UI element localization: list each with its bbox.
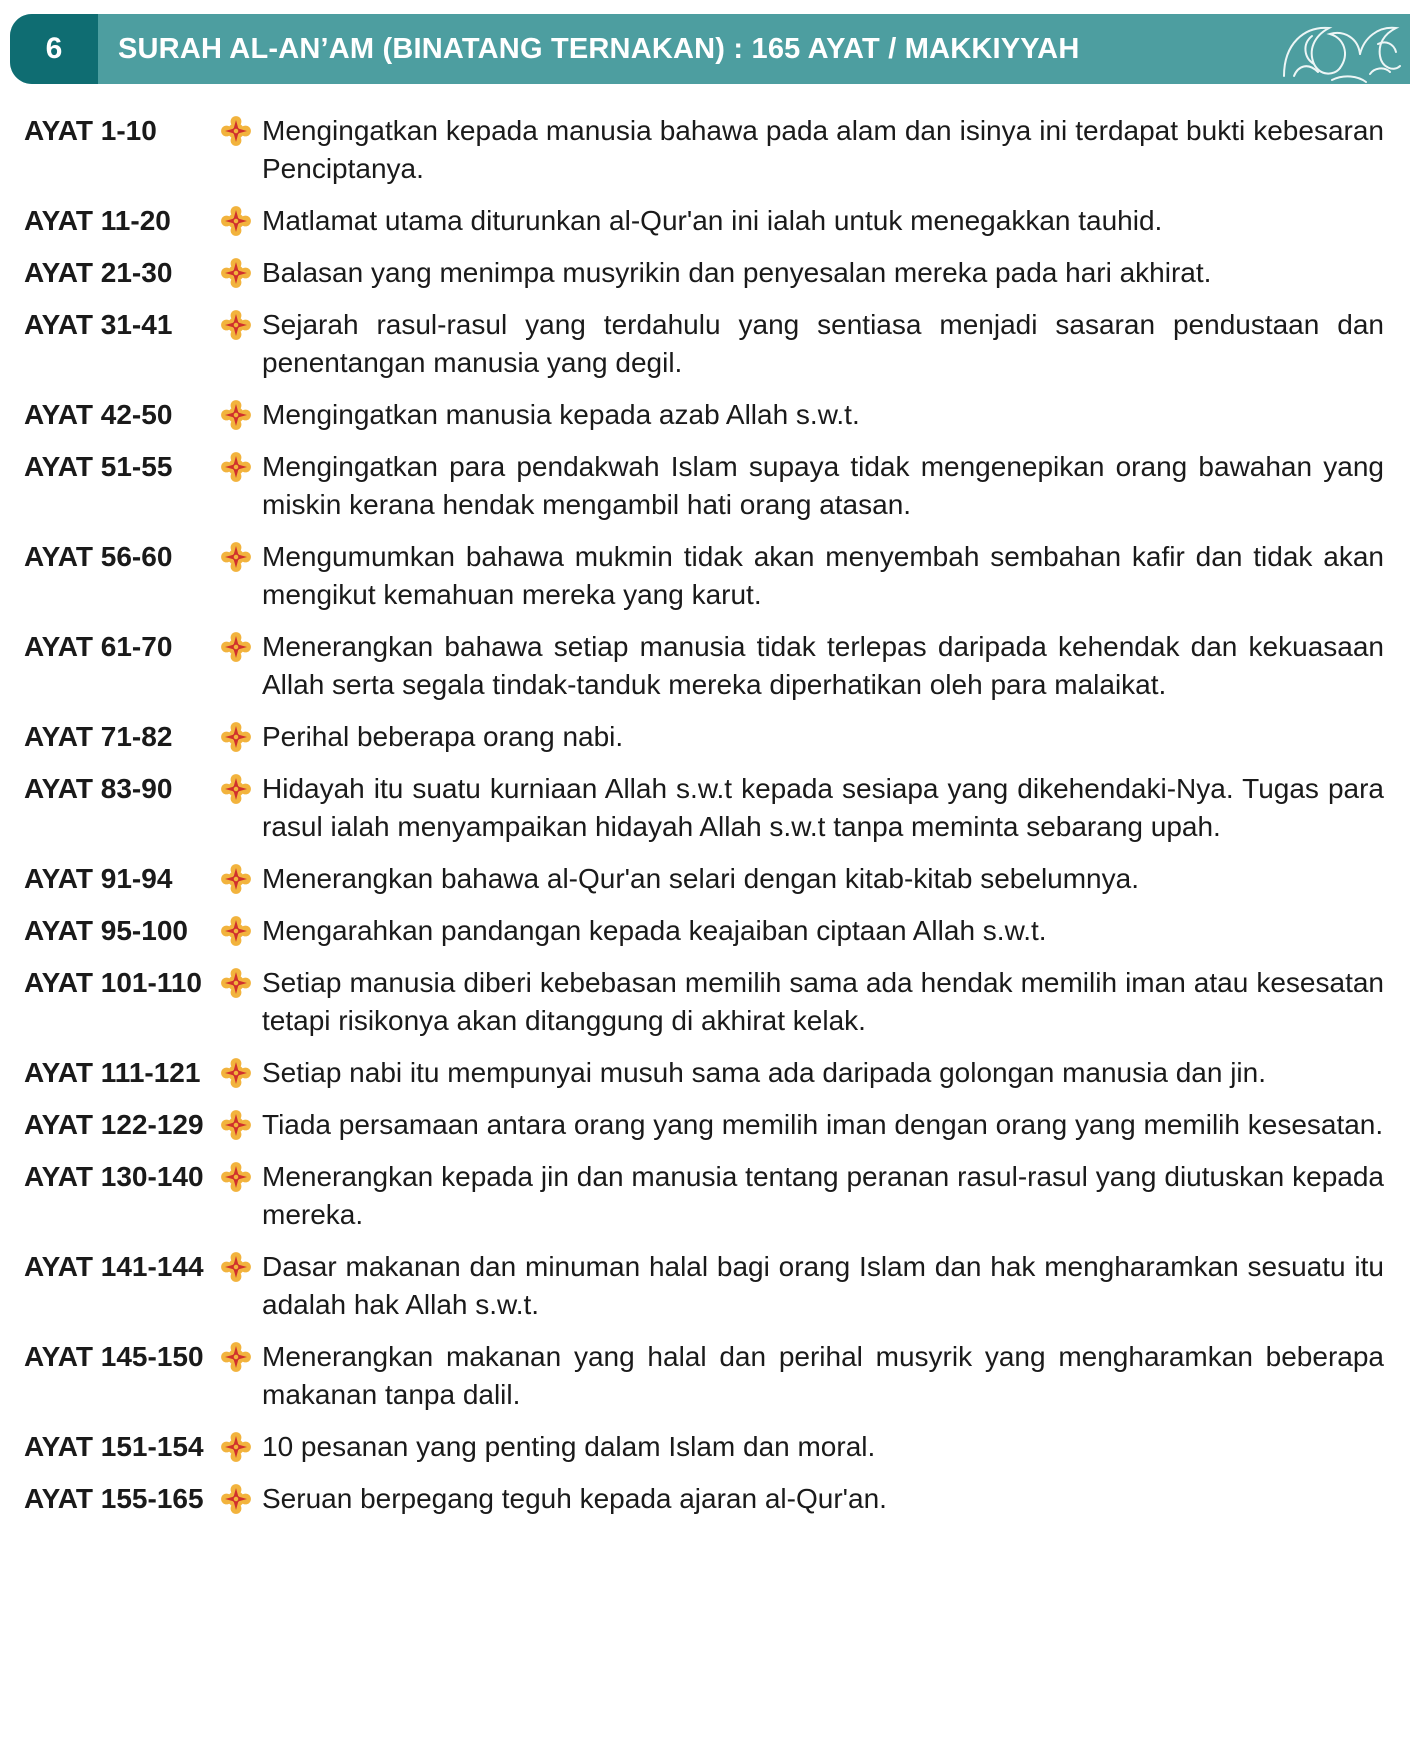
ayat-row bbox=[24, 1428, 1384, 1466]
diamond-bullet-icon bbox=[220, 860, 262, 898]
ayat-description: Sejarah rasul-rasul yang terdahulu yang sentiasa menjadi sasaran pendustaan dan penentangan manusia yang degil. bbox=[262, 309, 1384, 378]
ayat-description: Tiada persamaan antara orang yang memilih iman dengan orang yang memilih kesesatan. bbox=[262, 1109, 1384, 1140]
ayat-range-label: AYAT 91-94 bbox=[24, 863, 173, 894]
surah-header bbox=[10, 14, 1410, 84]
ayat-range-label: AYAT 155-165 bbox=[24, 1483, 204, 1514]
ayat-range-label: AYAT 11-20 bbox=[24, 205, 171, 236]
ayat-row bbox=[24, 1480, 1384, 1518]
ayat-row bbox=[24, 396, 1384, 434]
ayat-description: Matlamat utama diturunkan al-Qur'an ini ialah untuk menegakkan tauhid. bbox=[262, 205, 1163, 236]
diamond-bullet-icon bbox=[220, 1054, 262, 1092]
diamond-bullet-icon bbox=[220, 396, 262, 434]
ayat-description: Mengingatkan kepada manusia bahawa pada alam dan isinya ini terdapat bukti kebesaran Penciptanya. bbox=[262, 115, 1384, 184]
diamond-bullet-icon bbox=[220, 770, 262, 808]
ayat-description: Menerangkan kepada jin dan manusia tentang peranan rasul-rasul yang diutuskan kepada mereka. bbox=[262, 1161, 1384, 1230]
ayat-description: Mengarahkan pandangan kepada keajaiban ciptaan Allah s.w.t. bbox=[262, 915, 1047, 946]
ayat-range-label: AYAT 1-10 bbox=[24, 115, 157, 146]
ayat-row bbox=[24, 202, 1384, 240]
ayat-range-label: AYAT 151-154 bbox=[24, 1431, 204, 1462]
ayat-row bbox=[24, 912, 1384, 950]
ayat-row bbox=[24, 718, 1384, 756]
diamond-bullet-icon bbox=[220, 1158, 262, 1196]
ayat-range-label: AYAT 71-82 bbox=[24, 721, 173, 752]
diamond-bullet-icon bbox=[220, 912, 262, 950]
diamond-bullet-icon bbox=[220, 1248, 262, 1286]
ayat-range-label: AYAT 111-121 bbox=[24, 1057, 201, 1088]
ayat-description: Seruan berpegang teguh kepada ajaran al-Qur'an. bbox=[262, 1483, 887, 1514]
ayat-row bbox=[24, 964, 1384, 1040]
ayat-row bbox=[24, 860, 1384, 898]
ayat-row bbox=[24, 628, 1384, 704]
ayat-description: Menerangkan makanan yang halal dan perihal musyrik yang mengharamkan beberapa makanan tanpa dalil. bbox=[262, 1341, 1384, 1410]
ayat-description: Mengingatkan para pendakwah Islam supaya tidak mengenepikan orang bawahan yang miskin kerana hendak mengambil hati orang atasan. bbox=[262, 451, 1384, 520]
ayat-row bbox=[24, 1248, 1384, 1324]
ayat-description: Setiap nabi itu mempunyai musuh sama ada daripada golongan manusia dan jin. bbox=[262, 1057, 1266, 1088]
diamond-bullet-icon bbox=[220, 718, 262, 756]
diamond-bullet-icon bbox=[220, 254, 262, 292]
ayat-row bbox=[24, 538, 1384, 614]
diamond-bullet-icon bbox=[220, 628, 262, 666]
ayat-description: Menerangkan bahawa setiap manusia tidak terlepas daripada kehendak dan kekuasaan Allah serta segala tindak-tanduk mereka diperhatikan oleh para malaikat. bbox=[262, 631, 1384, 700]
ayat-description: Perihal beberapa orang nabi. bbox=[262, 721, 624, 752]
ayat-range-label: AYAT 42-50 bbox=[24, 399, 173, 430]
ayat-description: Menerangkan bahawa al-Qur'an selari dengan kitab-kitab sebelumnya. bbox=[262, 863, 1139, 894]
surah-title: SURAH AL-AN’AM (BINATANG TERNAKAN) : 165 AYAT / MAKKIYYAH bbox=[118, 33, 1080, 65]
ayat-description: 10 pesanan yang penting dalam Islam dan moral. bbox=[262, 1431, 876, 1462]
ayat-range-label: AYAT 145-150 bbox=[24, 1341, 204, 1372]
ayat-row bbox=[24, 770, 1384, 846]
ayat-row bbox=[24, 1054, 1384, 1092]
ayat-range-label: AYAT 21-30 bbox=[24, 257, 173, 288]
diamond-bullet-icon bbox=[220, 538, 262, 576]
ayat-range-label: AYAT 122-129 bbox=[24, 1109, 204, 1140]
ayat-range-label: AYAT 141-144 bbox=[24, 1251, 204, 1282]
arabesque-ornament-icon bbox=[1274, 14, 1404, 84]
ayat-row bbox=[24, 1158, 1384, 1234]
ayat-row bbox=[24, 1106, 1384, 1144]
ayat-row bbox=[24, 254, 1384, 292]
ayat-row bbox=[24, 1338, 1384, 1414]
diamond-bullet-icon bbox=[220, 1106, 262, 1144]
ayat-range-label: AYAT 31-41 bbox=[24, 309, 173, 340]
diamond-bullet-icon bbox=[220, 1480, 262, 1518]
diamond-bullet-icon bbox=[220, 1428, 262, 1466]
ayat-description: Mengumumkan bahawa mukmin tidak akan menyembah sembahan kafir dan tidak akan mengikut kemahuan mereka yang karut. bbox=[262, 541, 1384, 610]
diamond-bullet-icon bbox=[220, 448, 262, 486]
ayat-row bbox=[24, 306, 1384, 382]
ayat-row bbox=[24, 448, 1384, 524]
diamond-bullet-icon bbox=[220, 306, 262, 344]
diamond-bullet-icon bbox=[220, 112, 262, 150]
ayat-range-label: AYAT 56-60 bbox=[24, 541, 173, 572]
ayat-description: Setiap manusia diberi kebebasan memilih sama ada hendak memilih iman atau kesesatan tetapi risikonya akan ditanggung di akhirat kelak. bbox=[262, 967, 1384, 1036]
ayat-range-label: AYAT 101-110 bbox=[24, 967, 202, 998]
ayat-description: Balasan yang menimpa musyrikin dan penyesalan mereka pada hari akhirat. bbox=[262, 257, 1212, 288]
ayat-range-label: AYAT 61-70 bbox=[24, 631, 173, 662]
ayat-description: Dasar makanan dan minuman halal bagi orang Islam dan hak mengharamkan sesuatu itu adalah hak Allah s.w.t. bbox=[262, 1251, 1384, 1320]
surah-number: 6 bbox=[10, 14, 98, 84]
ayat-description: Mengingatkan manusia kepada azab Allah s.w.t. bbox=[262, 399, 860, 430]
diamond-bullet-icon bbox=[220, 964, 262, 1002]
ayat-description: Hidayah itu suatu kurniaan Allah s.w.t kepada sesiapa yang dikehendaki-Nya. Tugas para rasul ialah menyampaikan hidayah Allah s.w.t tanpa meminta sebarang upah. bbox=[262, 773, 1384, 842]
ayat-range-label: AYAT 51-55 bbox=[24, 451, 173, 482]
ayat-list bbox=[24, 112, 1384, 1532]
ayat-row bbox=[24, 112, 1384, 188]
ayat-range-label: AYAT 130-140 bbox=[24, 1161, 204, 1192]
ayat-range-label: AYAT 83-90 bbox=[24, 773, 173, 804]
diamond-bullet-icon bbox=[220, 1338, 262, 1376]
ayat-range-label: AYAT 95-100 bbox=[24, 915, 188, 946]
diamond-bullet-icon bbox=[220, 202, 262, 240]
